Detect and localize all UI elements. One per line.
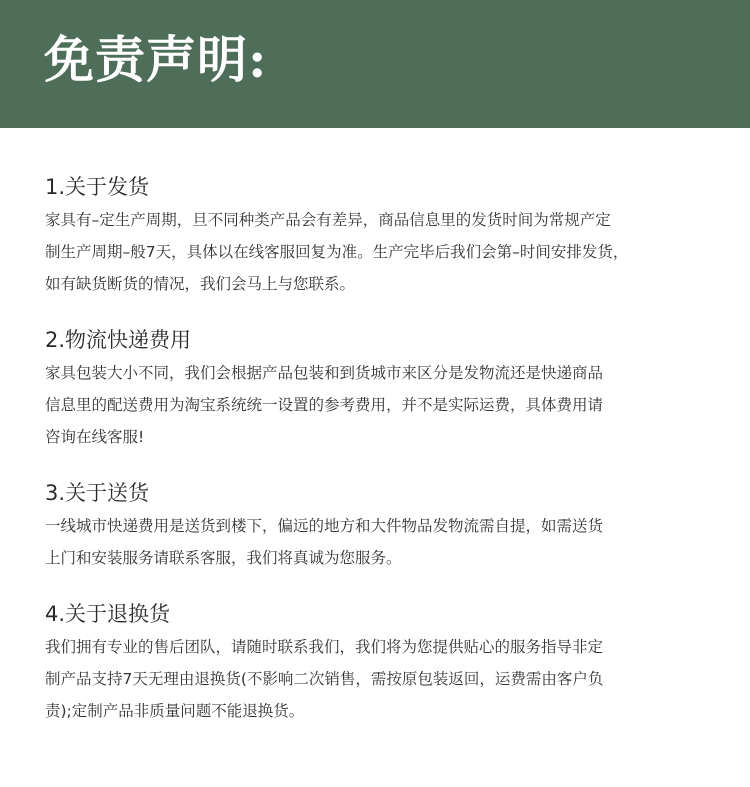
body-line: 一线城市快递费用是送货到楼下，偏远的地方和大件物品发物流需自提，如需送货 — [45, 517, 604, 535]
body-line: 咨询在线客服! — [45, 428, 145, 446]
body-line: 家具包装大小不同，我们会根据产品包装和到货城市来区分是发物流还是快递商品 — [45, 364, 604, 382]
body-line: 我们拥有专业的售后团队，请随时联系我们，我们将为您提供贴心的服务指导非定 — [45, 638, 604, 656]
body-line: 信息里的配送费用为淘宝系统统一设置的参考费用，并不是实际运费，具体费用请 — [45, 396, 604, 414]
section-body — [45, 357, 715, 453]
section-heading: 1.关于发货 — [45, 175, 150, 199]
section-returns — [45, 599, 715, 727]
section-body — [45, 204, 715, 300]
body-line: 责);定制产品非质量问题不能退换货。 — [45, 702, 305, 720]
page-title: 免责声明: — [44, 30, 268, 89]
section-heading: 3.关于送货 — [45, 481, 150, 505]
section-body — [45, 510, 715, 574]
body-line: 如有缺货断货的情况，我们会马上与您联系。 — [45, 275, 356, 293]
body-line: 制生产周期–般7天，具体以在线客服回复为准。生产完毕后我们会第–时间安排发货， — [45, 243, 629, 261]
section-logistics-fees — [45, 325, 715, 453]
disclaimer-content — [45, 172, 715, 752]
body-line: 制产品支持7天无理由退换货(不影响二次销售，需按原包装返回，运费需由客户负 — [45, 670, 604, 688]
body-line: 家具有–定生产周期，旦不同种类产品会有差异，商品信息里的发货时间为常规产定 — [45, 211, 611, 229]
section-heading: 2.物流快递费用 — [45, 328, 192, 352]
section-delivery — [45, 478, 715, 574]
section-shipping — [45, 172, 715, 300]
body-line: 上门和安装服务请联系客服，我们将真诚为您服务。 — [45, 549, 402, 567]
section-heading: 4.关于退换货 — [45, 602, 171, 626]
section-body — [45, 631, 715, 727]
header-banner — [0, 0, 750, 128]
